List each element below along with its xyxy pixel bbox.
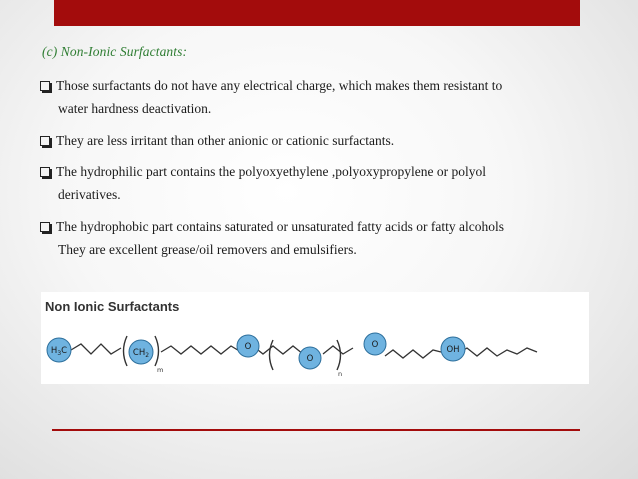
alkyl-chain	[161, 346, 241, 354]
oxygen-label: O	[244, 342, 252, 352]
bullet-text: The hydrophilic part contains the polyoxyethylene ,polyoxypropylene or polyol	[56, 164, 487, 179]
ether-chain	[385, 350, 441, 358]
checkbox-bullet-icon	[40, 136, 50, 146]
ether-chain	[253, 346, 303, 354]
bullet-text-continuation: They are excellent grease/oil removers and emulsifiers.	[58, 242, 357, 257]
footer-rule	[52, 429, 580, 431]
checkbox-bullet-icon	[40, 167, 50, 177]
bullet-text: The hydrophobic part contains saturated or unsaturated fatty acids or fatty alcohols	[56, 219, 504, 234]
figure-title: Non Ionic Surfactants	[45, 299, 180, 314]
title-bar	[54, 0, 580, 26]
methylene-label: $CH_2$	[132, 348, 150, 359]
methyl-label: $H_3C$	[50, 346, 68, 357]
checkbox-bullet-icon	[40, 81, 50, 91]
bracket-close	[337, 340, 341, 370]
checkbox-bullet-icon	[40, 222, 50, 232]
subscript-m: m	[157, 366, 164, 374]
slide-heading: (c) Non-Ionic Surfactants:	[42, 44, 188, 59]
hydroxyl-label: OH	[446, 345, 460, 355]
ether-chain	[323, 346, 353, 354]
surfactant-structure-figure	[41, 292, 589, 384]
molecule-diagram	[41, 292, 589, 384]
hydrocarbon-chain	[71, 344, 121, 354]
bracket-close	[155, 336, 159, 366]
bullet-text-continuation: derivatives.	[58, 187, 121, 202]
bullet-item-1	[40, 74, 502, 120]
oxygen-label: O	[371, 340, 379, 350]
bullet-text-continuation: water hardness deactivation.	[58, 101, 212, 116]
bullet-text: Those surfactants do not have any electrical charge, which makes them resistant to	[56, 78, 503, 93]
bullet-text: They are less irritant than other anionic or cationic surfactants.	[56, 133, 395, 148]
ether-chain	[457, 348, 537, 356]
bracket-open	[270, 340, 274, 370]
oxygen-label: O	[306, 354, 314, 364]
bullet-item-3	[40, 160, 486, 206]
bracket-open	[124, 336, 128, 366]
bullet-item-2	[40, 129, 394, 152]
subscript-n: n	[338, 370, 343, 378]
bullet-item-4	[40, 215, 504, 261]
